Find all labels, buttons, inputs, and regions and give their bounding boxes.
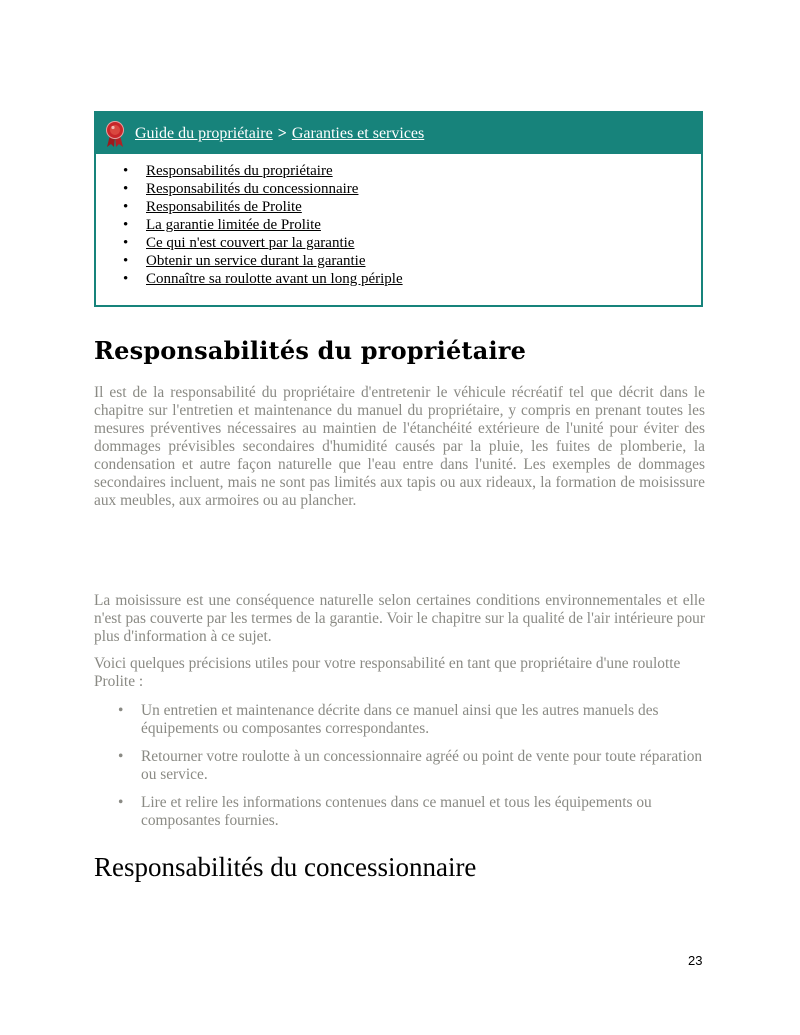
list-item: • Retourner votre roulotte à un concessionnaire agréé ou point de vente pour toute réparation ou service.	[141, 748, 707, 784]
paragraph-intro-list: Voici quelques précisions utiles pour votre responsabilité en tant que propriétaire d'une roulotte Prolite :	[94, 655, 681, 690]
list-item	[146, 216, 701, 234]
breadcrumb-link-warranty-services[interactable]: Garanties et services	[291, 124, 425, 142]
link-warranty-service[interactable]: Obtenir un service durant la garantie	[146, 253, 366, 269]
list-item	[146, 234, 701, 252]
paragraph-owner-duty: Il est de la responsabilité du propriétaire d'entretenir le véhicule récréatif tel que décrit dans le chapitre sur l'entretien et maintenance du manuel du propriétaire, y compris en prenant toutes les mesures préventives nécessaires au maintien de l'étanchéité extérieure de l'unité pour éviter des dommages prévisibles secondaires d'humidité causés par la pluie, les fuites de plomberie, la condensation et autre façon naturelle que l'eau entre dans l'unité. Les exemples de dommages secondaires incluent, mais ne sont pas limités aux tapis ou aux rideaux, la formation de moisissure aux meubles, aux armoires ou au plancher.	[94, 384, 705, 509]
breadcrumb	[96, 113, 701, 154]
section-title-dealer: Responsabilités du concessionnaire	[94, 852, 477, 882]
link-dealer-responsibilities[interactable]: Responsabilités du concessionnaire	[146, 181, 359, 197]
list-item: • Lire et relire les informations contenues dans ce manuel et tous les équipements ou composantes fournies.	[141, 794, 707, 830]
list-item	[146, 270, 701, 288]
link-owner-responsibilities[interactable]: Responsabilités du propriétaire	[146, 163, 333, 179]
breadcrumb-separator: >	[277, 124, 287, 142]
link-know-your-trailer[interactable]: Connaître sa roulotte avant un long périple	[146, 271, 403, 287]
link-limited-warranty[interactable]: La garantie limitée de Prolite	[146, 217, 321, 233]
section-link-list	[96, 162, 701, 288]
paragraph-mold: La moisissure est une conséquence naturelle selon certaines conditions environnementales et elle n'est pas couverte par les termes de la garantie. Voir le chapitre sur la qualité de l'air intérieure pour plus d'information à ce sujet.	[94, 592, 705, 645]
list-item	[146, 252, 701, 270]
list-item	[146, 180, 701, 198]
award-ribbon-icon	[104, 120, 126, 148]
navigation-box	[94, 111, 703, 307]
list-item: • Un entretien et maintenance décrite dans ce manuel ainsi que les autres manuels des équipements ou composantes correspondantes.	[141, 702, 707, 738]
page-number: 23	[688, 953, 703, 968]
list-item	[146, 162, 701, 180]
section-title-owner: Responsabilités du propriétaire	[94, 336, 527, 365]
breadcrumb-link-owner-guide[interactable]: Guide du propriétaire	[135, 124, 273, 142]
link-prolite-responsibilities[interactable]: Responsabilités de Prolite	[146, 199, 302, 215]
owner-duties-list	[141, 702, 707, 840]
link-not-covered[interactable]: Ce qui n'est couvert par la garantie	[146, 235, 355, 251]
list-item	[146, 198, 701, 216]
